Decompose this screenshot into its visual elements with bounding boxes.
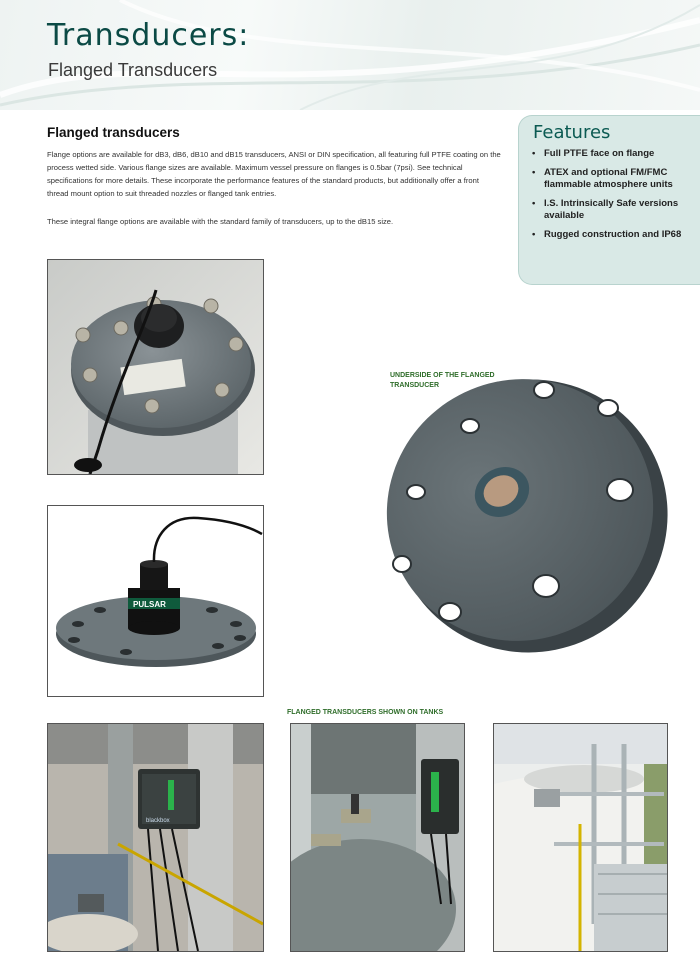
page-title: Transducers: [47, 18, 250, 53]
caption-underside: UNDERSIDE OF THE FLANGED TRANSDUCER [390, 372, 495, 389]
photo-flange-underside [380, 368, 680, 658]
page-subtitle: Flanged Transducers [48, 60, 218, 80]
feature-item: • I.S. Intrinsically Safe versions available [529, 198, 694, 222]
feature-item: • ATEX and optional FM/FMC flammable atmosphere units [529, 167, 694, 191]
pulsar-brand-label: PULSAR [133, 600, 166, 609]
photo-transducer-flange-product [47, 505, 264, 697]
page-header [0, 0, 700, 110]
controller-label: blackbox [146, 818, 170, 824]
photo-tank-installation-1 [47, 723, 264, 952]
photo-mounted-flange [47, 259, 264, 475]
intro-paragraph-2: These integral flange options are available with the standard family of transducers, up to the dB15 size. [47, 217, 394, 226]
caption-on-tanks: FLANGED TRANSDUCERS SHOWN ON TANKS [287, 709, 444, 716]
photo-tank-installation-2 [290, 723, 465, 952]
photo-tank-installation-3 [493, 723, 668, 952]
header-wave-decoration [0, 0, 700, 110]
feature-item: • Full PTFE face on flange [529, 148, 694, 160]
features-list [529, 148, 694, 248]
section-heading: Flanged transducers [47, 125, 180, 140]
feature-item: • Rugged construction and IP68 [529, 229, 694, 241]
features-title: Features [533, 122, 611, 143]
features-panel [518, 115, 700, 285]
intro-paragraph-1: Flange options are available for dB3, dB6, dB10 and dB15 transducers, ANSI or DIN specification, all featuring full PTFE coating on the process wetted side. Various flange sizes are available. Maximum vessel pressure on flanges is 0.5bar (7psi). See technical specifications for more details. These incorporate the performance features of the standard products, but additionally offer a front thread mount option to suit threaded nozzles or flanged tank entries. [47, 150, 501, 198]
